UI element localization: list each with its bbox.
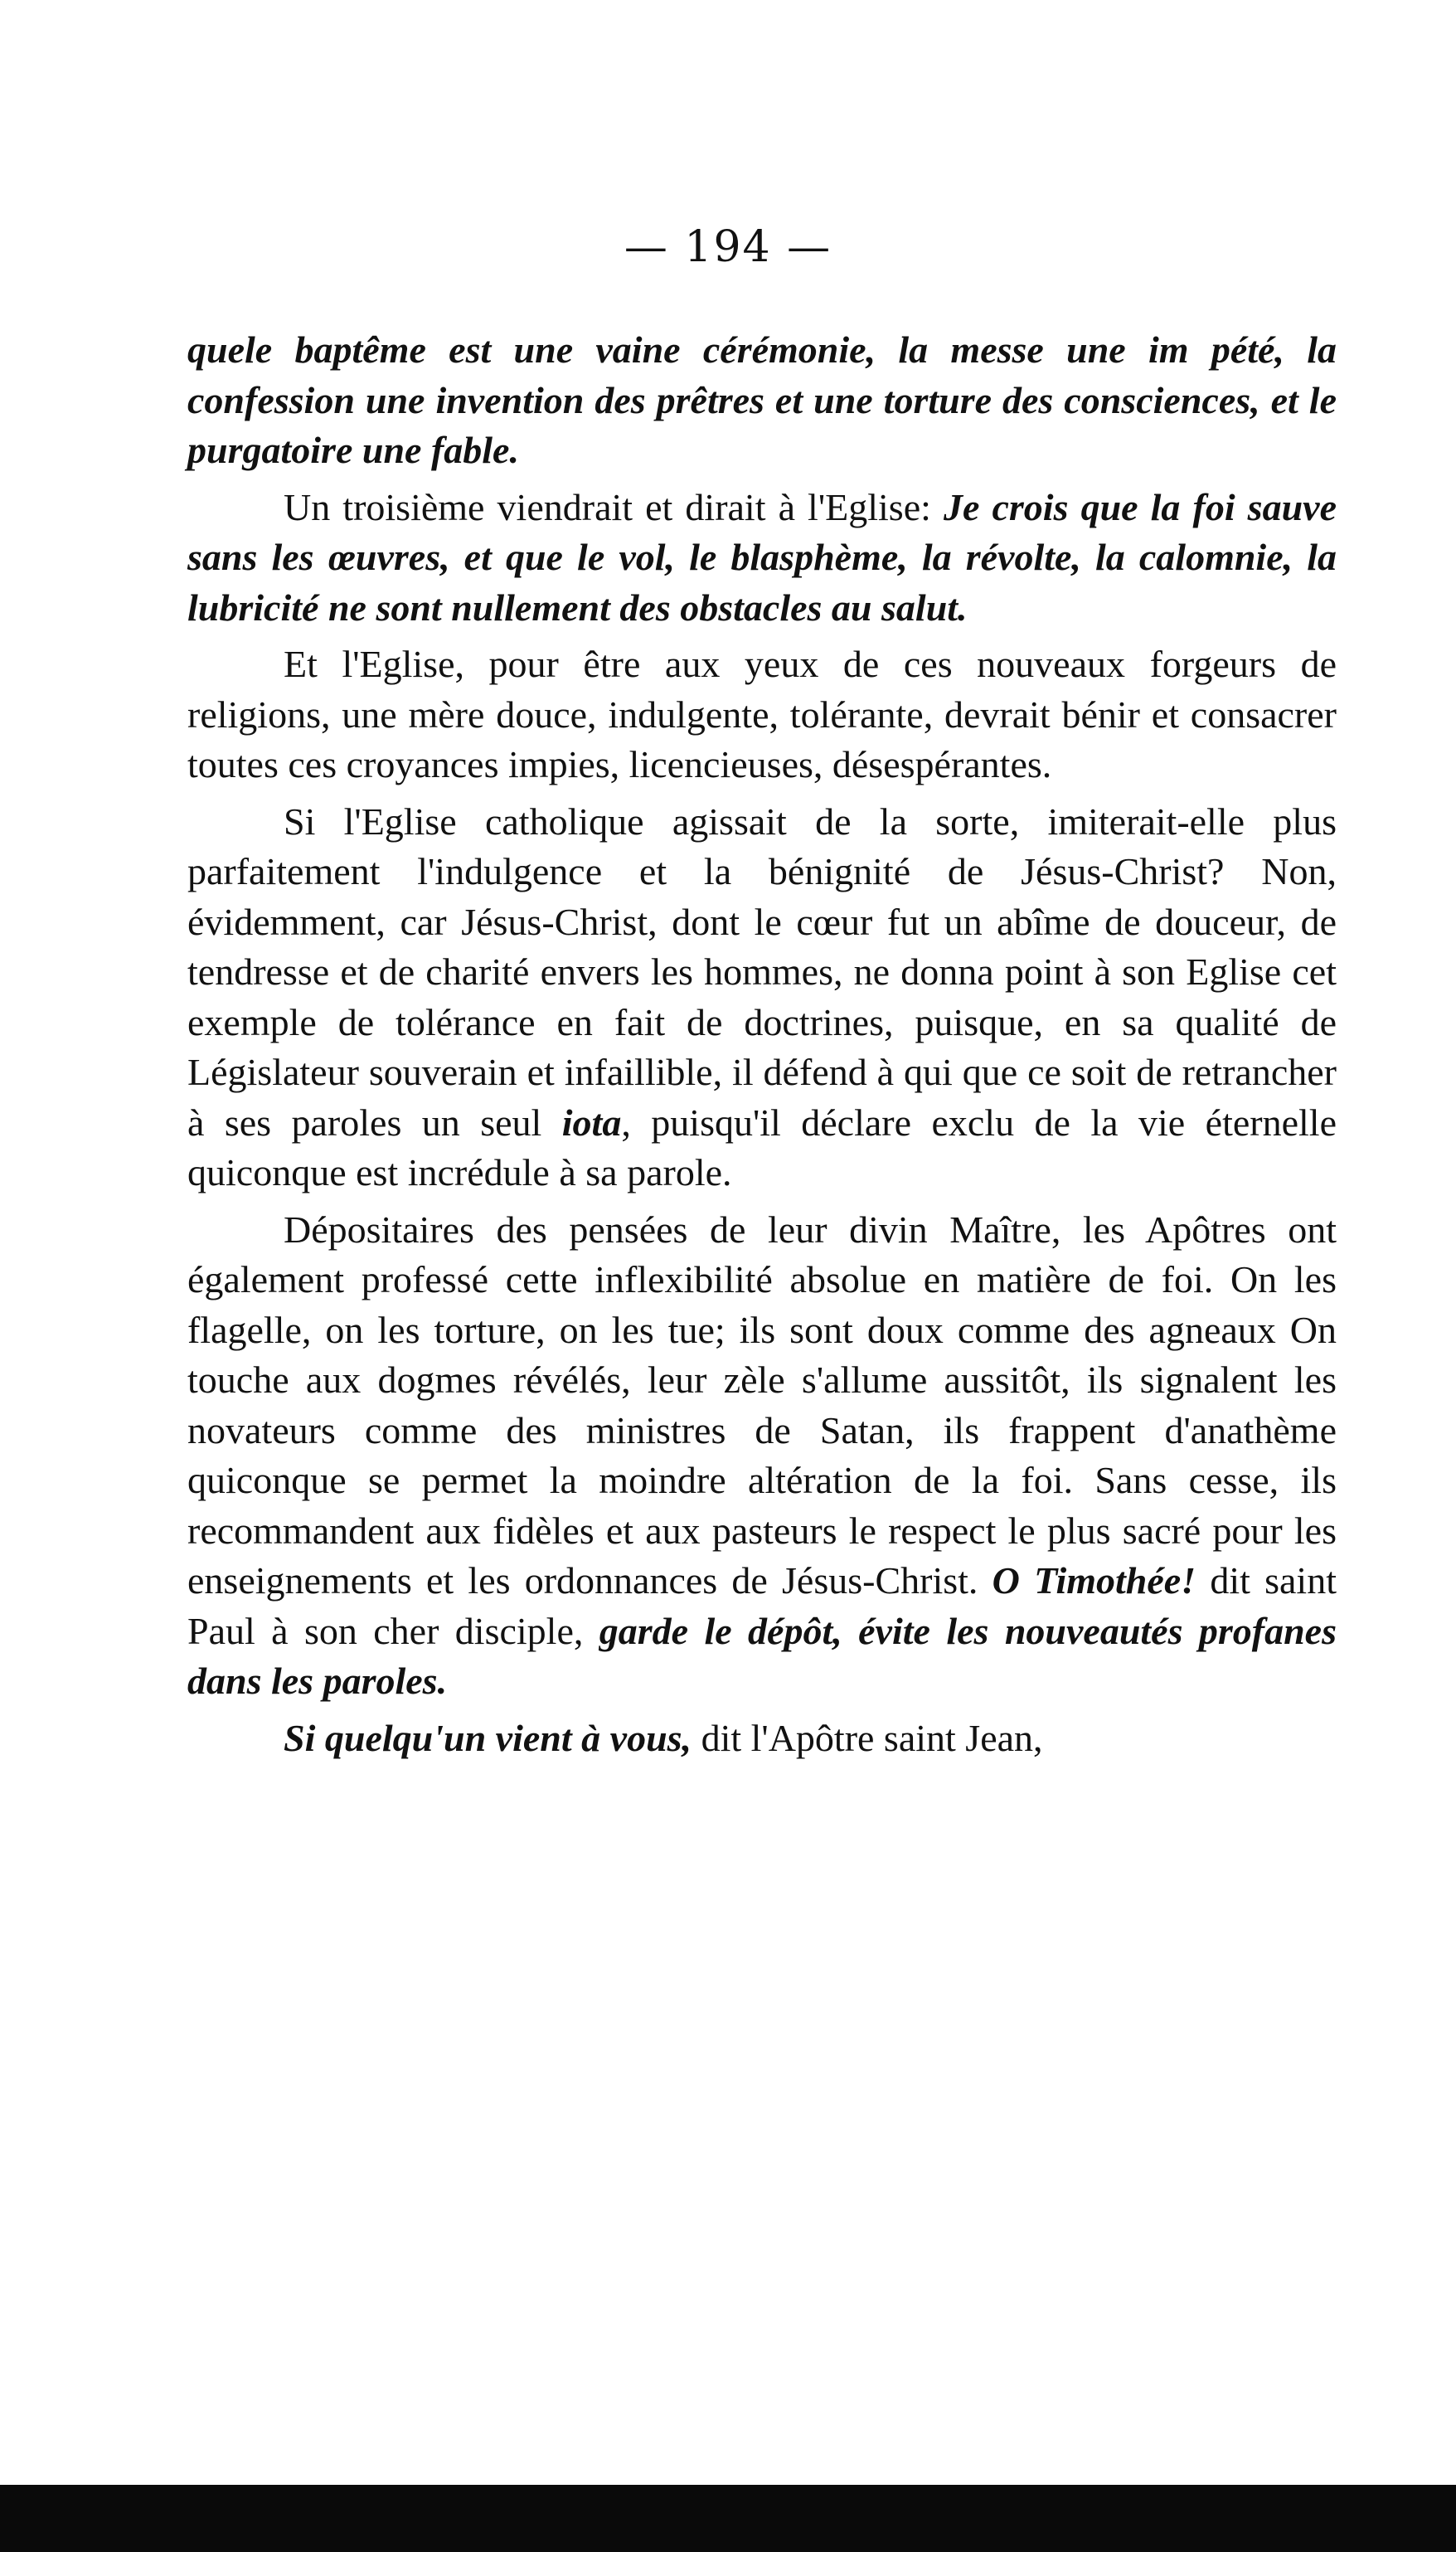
italic-text-run: quele baptême est une vaine cérémonie, la messe une im pété, la confession une invention des prêtres et une torture des consciences, et le purgatoire une fable. <box>187 328 1337 471</box>
text-run: Et l'Eglise, pour être aux yeux de ces nouveaux forgeurs de religions, une mère douce, indulgente, tolérante, devrait bénir et consacrer toutes ces croyances impies, licencieuses, désespérantes. <box>187 643 1337 785</box>
text-run: dit l'Apôtre saint Jean, <box>692 1716 1043 1759</box>
scan-edge-bar <box>0 2485 1456 2552</box>
italic-text-run: Je crois que la foi sauve sans les œuvres, et que le vol, le blasphème, la révolte, la calomnie, la lubricité ne sont nullement des obstacles au salut. <box>187 485 1337 629</box>
paragraph <box>187 1205 1337 1707</box>
italic-text-run: iota <box>561 1101 622 1144</box>
body-text <box>187 325 1337 1770</box>
italic-text-run: O Timothée! <box>992 1559 1196 1602</box>
text-run: Dépositaires des pensées de leur divin Maître, les Apôtres ont également professé cette inflexibilité absolue en matière de foi. On les flagelle, on les torture, on les tue; ils sont doux comme des agneaux On touche aux dogmes révélés, leur zèle s'allume aussitôt, ils signalent les novateurs comme des ministres de Satan, ils frappent d'anathème quiconque se permet la moindre altération de la foi. Sans cesse, ils recommandent aux fidèles et aux pasteurs le respect le plus sacré pour les enseignements et les ordonnances de Jésus-Christ. <box>187 1208 1337 1602</box>
page-number: — 194 — <box>624 222 832 272</box>
text-run: Si l'Eglise catholique agissait de la sorte, imiterait-elle plus parfaitement l'indulgence et la bénignité de Jésus-Christ? Non, évidemment, car Jésus-Christ, dont le cœur fut un abîme de douceur, de tendresse et de charité envers les hommes, ne donna point à son Eglise cet exemple de tolérance en fait de doctrines, puisque, en sa qualité de Législateur souverain et infaillible, il défend à qui que ce soit de retrancher à ses paroles un seul <box>187 800 1337 1144</box>
italic-text-run: garde le dépôt, évite les nouveautés profanes dans les paroles. <box>187 1609 1337 1702</box>
text-run: Un troisième viendrait et dirait à l'Eglise: <box>284 485 944 528</box>
paragraph <box>187 797 1337 1198</box>
paragraph <box>187 1713 1337 1764</box>
paragraph <box>187 483 1337 634</box>
text-run: dit saint Paul à son cher disciple, <box>187 1559 1337 1652</box>
paragraph <box>187 325 1337 476</box>
paragraph <box>187 639 1337 790</box>
text-run: , puisqu'il déclare exclu de la vie éternelle quiconque est incrédule à sa parole. <box>187 1101 1337 1193</box>
italic-text-run: Si quelqu'un vient à vous, <box>284 1716 692 1759</box>
